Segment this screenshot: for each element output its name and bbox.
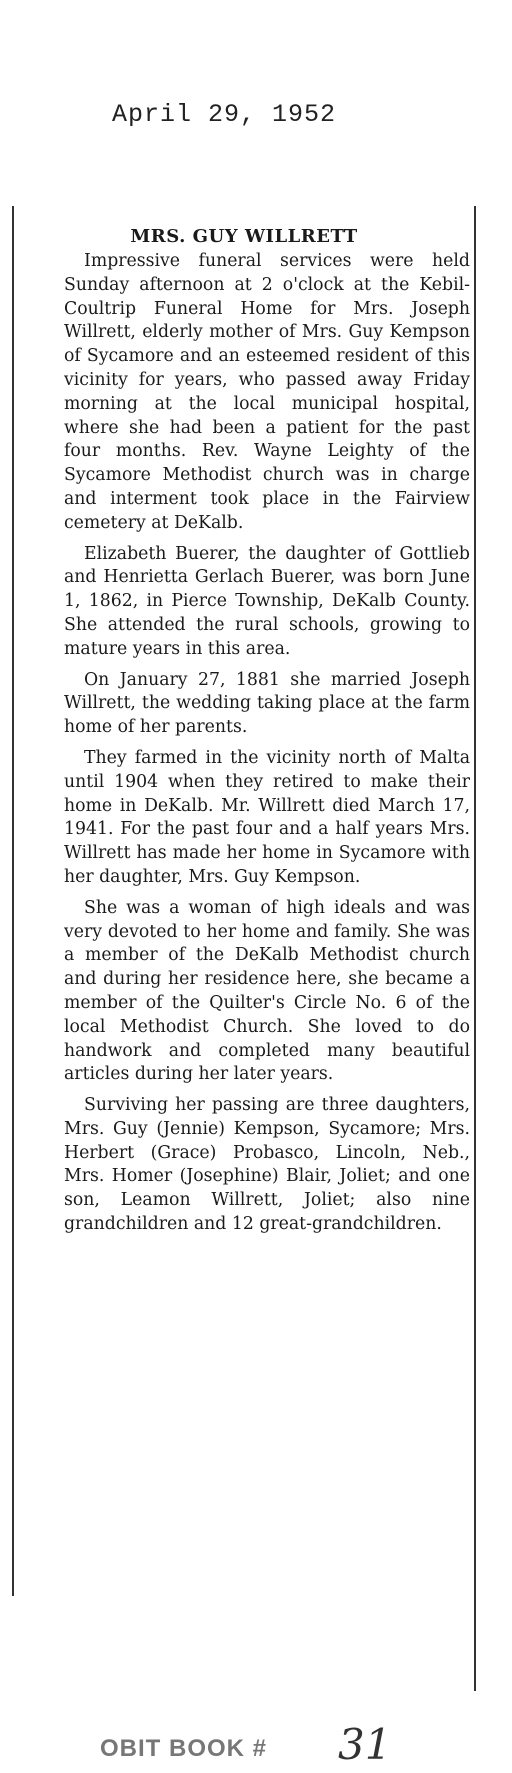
newspaper-clipping xyxy=(12,206,476,1706)
paragraph-residence: They farmed in the vicinity north of Malta until 1904 when they retired to make their home in DeKalb. Mr. Willrett died March 17, 1941. For the past four and a half years Mrs. Willrett has made her home in Sycamore with her daughter, Mrs. Guy Kempson. xyxy=(64,747,470,887)
paragraph-character: She was a woman of high ideals and was very devoted to her home and family. She was a member of the DeKalb Methodist church and during her residence here, she became a member of the Quilter's Circle No. 6 of the local Methodist Church. She loved to do handwork and completed many beautiful articles during her later years. xyxy=(64,897,470,1085)
obituary-headline: MRS. GUY WILLRETT xyxy=(130,226,358,247)
obit-book-label: OBIT BOOK # xyxy=(100,1735,268,1762)
handwritten-page-number: 31 xyxy=(338,1720,392,1769)
paragraph-services: Impressive funeral services were held Sunday afternoon at 2 o'clock at the Kebil-Coultrip Funeral Home for Mrs. Joseph Willrett, elderly mother of Mrs. Guy Kempson of Sycamore and an esteemed resident of this vicinity for years, who passed away Friday morning at the local municipal hospital, where she had been a patient for the past four months. Rev. Wayne Leighty of the Sycamore Methodist church was in charge and interment took place in the Fairview cemetery at DeKalb. xyxy=(64,251,470,533)
clipping-date: April 29, 1952 xyxy=(112,100,337,129)
paragraph-birth: Elizabeth Buerer, the daughter of Gottlieb and Henrietta Gerlach Buerer, was born June 1, 1862, in Pierce Township, DeKalb County. She attended the rural schools, growing to mature years in this area. xyxy=(64,543,470,659)
obituary-body xyxy=(64,250,470,1244)
paragraph-survivors: Surviving her passing are three daughters, Mrs. Guy (Jennie) Kempson, Sycamore; Mrs. Herbert (Grace) Probasco, Lincoln, Neb., Mrs. Homer (Josephine) Blair, Joliet; and one son, Leamon Willrett, Joliet; also nine grandchildren and 12 great-grandchildren. xyxy=(64,1095,470,1235)
paragraph-marriage: On January 27, 1881 she married Joseph Willrett, the wedding taking place at the farm home of her parents. xyxy=(64,669,470,738)
column-rule-left xyxy=(12,206,14,1596)
column-rule-right xyxy=(474,206,476,1691)
